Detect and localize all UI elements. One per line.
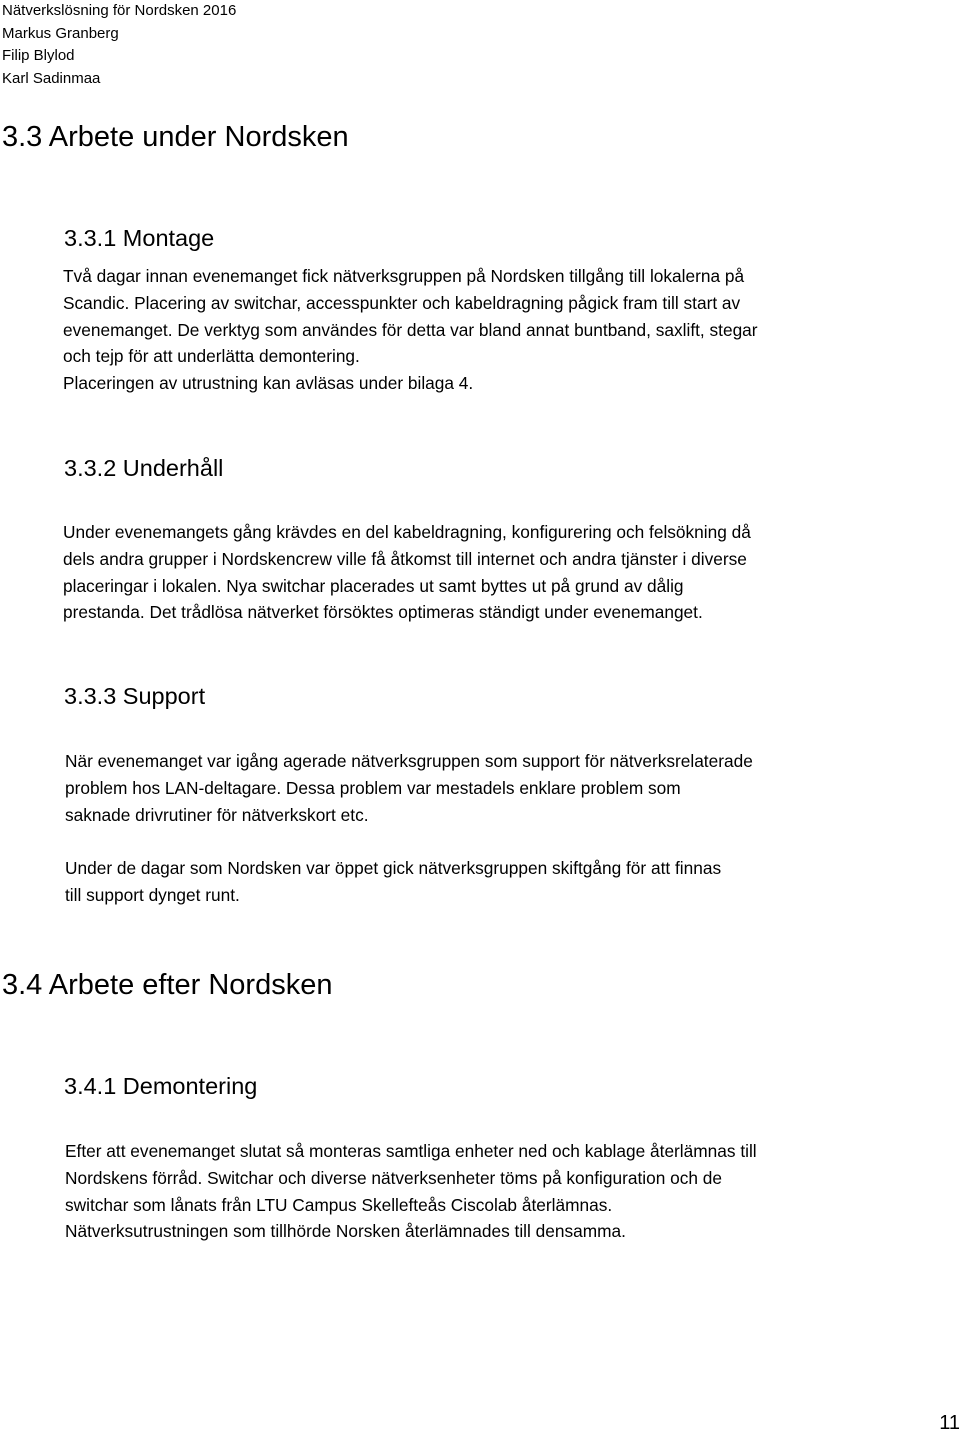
paragraph-line: Under evenemangets gång krävdes en del kabeldragning, konfigurering och felsökning då [63, 522, 751, 542]
header-line-title: Nätverkslösning för Nordsken 2016 [2, 2, 237, 19]
document-header [2, 0, 236, 90]
paragraph-line: problem hos LAN-deltagare. Dessa problem var mestadels enklare problem som [65, 777, 681, 798]
section-heading-3-3: 3.3 Arbete under Nordsken [2, 121, 349, 153]
subsection-heading-montage: 3.3.1 Montage [64, 225, 215, 251]
section-heading-3-4: 3.4 Arbete efter Nordsken [2, 969, 333, 1001]
support-paragraph-2 [65, 855, 721, 909]
header-line-author-2: Filip Blylod [2, 47, 75, 64]
paragraph-line: Scandic. Placering av switchar, accesspunkter och kabeldragning pågick fram till start av [63, 292, 741, 313]
paragraph-line: prestanda. Det trådlösa nätverket försöktes optimeras ständigt under evenemanget. [63, 602, 703, 623]
paragraph-line: placeringar i lokalen. Nya switchar placerades ut samt byttes ut på grund av dålig [63, 575, 684, 596]
paragraph-line: Två dagar innan evenemanget fick nätverksgruppen på Nordsken tillgång till lokalerna på [63, 266, 745, 286]
page-number: 11 [939, 1412, 960, 1434]
subsection-heading-demontering: 3.4.1 Demontering [64, 1073, 258, 1099]
paragraph-line: switchar som lånats från LTU Campus Skellefteås Ciscolab återlämnas. [65, 1194, 613, 1215]
paragraph-line: och tejp för att underlätta demontering. [63, 346, 360, 367]
subsection-heading-support: 3.3.3 Support [64, 683, 206, 709]
paragraph-line: saknade drivrutiner för nätverkskort etc. [65, 804, 369, 825]
paragraph-line: evenemanget. De verktyg som användes för detta var bland annat buntband, saxlift, stegar [63, 319, 758, 340]
header-line-author-1: Markus Granberg [2, 24, 119, 42]
paragraph-line: Under de dagar som Nordsken var öppet gick nätverksgruppen skiftgång för att finnas [65, 858, 722, 878]
paragraph-line: Nordskens förråd. Switchar och diverse nätverksenheter töms på konfiguration och de [65, 1167, 723, 1188]
paragraph-line: Efter att evenemanget slutat så monteras samtliga enheter ned och kablage återlämnas till [65, 1141, 757, 1161]
paragraph-line: dels andra grupper i Nordskencrew ville få åtkomst till internet och andra tjänster i diverse [63, 548, 747, 569]
support-paragraph-1 [65, 748, 753, 828]
paragraph-line: När evenemanget var igång agerade nätverksgruppen som support för nätverksrelaterade [65, 751, 753, 771]
paragraph-line: till support dynget runt. [65, 884, 240, 905]
paragraph-line: Nätverksutrustningen som tillhörde Norsken återlämnades till densamma. [65, 1221, 626, 1242]
demontering-paragraph [65, 1138, 757, 1245]
paragraph-line: Placeringen av utrustning kan avläsas under bilaga 4. [63, 373, 474, 394]
montage-paragraph [63, 263, 758, 397]
subsection-heading-underhall: 3.3.2 Underhåll [64, 455, 224, 481]
header-line-author-3: Karl Sadinmaa [2, 69, 101, 87]
underhall-paragraph [63, 519, 751, 626]
